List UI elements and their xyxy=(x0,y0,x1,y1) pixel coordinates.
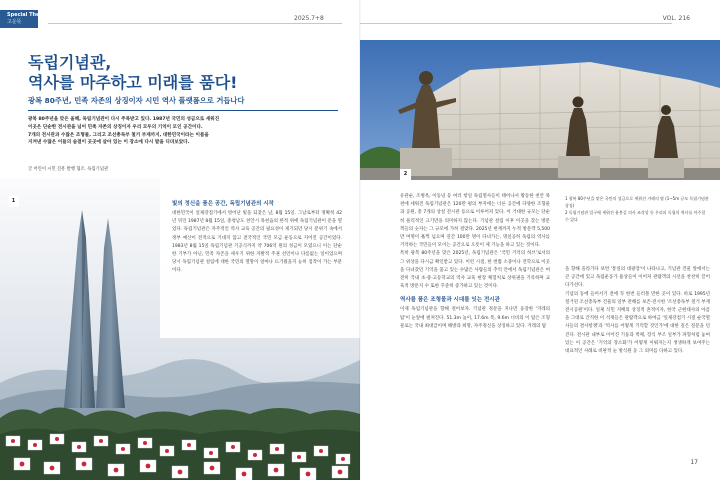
article-title: 독립기념관, 역사를 마주하고 미래를 품다! xyxy=(28,53,238,92)
author-credit: 글 어린이 시민 진흥 발행 협조. 독립기념관 xyxy=(28,167,109,172)
statues-photo-illustration xyxy=(360,40,720,180)
paragraph: 기념의 동에 들어서기 전에 꼭 한번 들러볼 만한 곳이 있다. 바로 1995년 철거된 조선총독부 건물의 일부 잔해를 보존·전시한 '조선총독부 철거 부재 전시공원'이다. 일제 식민 지배의 상징적 흔적이자, 한국 근현대사의 아픔을 그대로 간직한 이 석재들은 관람객으로 하여금 '일제강점기 시절 순국열사들의 결사항쟁'과 '역사를 어떻게 기억할 것인가'에 대한 깊은 질문을 던진다. 전시관 내부로 이어진 기둥과 벽체, 장식 부조 일부가 파형처럼 놓여 있는 이 공간은 '기억의 장소화'가 어떻게 이뤄지는지 생생하게 보여주는 대표적인 사례로 비판적 눈 방식원 동 그 의미를 다하고 있다. xyxy=(565,291,710,355)
header-divider-right xyxy=(360,23,672,24)
photo-number-2: 2 xyxy=(400,169,411,180)
special-theme-badge: Special Theme 고운뜻 xyxy=(0,10,38,28)
volume-number: VOL. 216 xyxy=(662,15,690,22)
article-subtitle: 광복 80주년, 민족 자존의 상징이자 시민 역사 플랫폼으로 거듭나다 xyxy=(28,96,245,105)
photo-statues xyxy=(360,40,720,180)
photo-caption-1: 1 광복 80주년을 맞은 국민의 성금으로 세워진 겨레의 탑 (1~5m 규모 독립기념관 상징) xyxy=(565,196,709,208)
article-lead: 광복 80주년을 맞은 올해, 독립기념관이 다시 주목받고 있다. 1987년 국민의 성금으로 세워진 이곳은 단순한 전시관을 넘어 민족 자존의 상징이자 우리 모두의 기억이 모인 공간이다. 7개의 전시관과 수많은 조형물, 그리고 조선총독부 철거 부재까지, 대한민국이라는 이름을 지켜낸 수많은 이들의 숨결이 곳곳에 살아 있는 이 장소에 다시 발을 디뎌보았다. xyxy=(28,117,220,146)
photo-captions xyxy=(565,195,710,223)
photo-number-1: 1 xyxy=(8,196,19,207)
page-number: 17 xyxy=(690,459,698,466)
paragraph: 유관순, 조병옥, 이동녕 등 여러 항일 독립열사들이 태어나서 활동한 천안 목천에 세워진 독립기념관은 120만 평의 부지에는 너른 공간에 다양한 조형물과 공원, 총 7개의 상설 전시관 등으로 이루어져 있다. 이 거대한 규모는 단순히 물리적인 크기만을 의미하지 않는다. 기념관 설립 이후 이곳을 찾는 방문객들의 숫자는 그 규모에 가히 걸맞다. 2025년 현재까지 누적 방문객 5,500만 여명이 훌쩍 넘으며 연간 100만 명이 다녀가는, 명실공히 독립의 역사를 기억하는 국민들이 모이는 공간으로 오롯이 제 기능을 하고 있는 것이다. xyxy=(400,194,550,249)
section-heading-monuments: 역사를 품은 조형물과 시대를 잇는 전시관 xyxy=(400,297,500,304)
left-article-column xyxy=(172,199,342,276)
issue-date: 2025.7+8 xyxy=(294,15,324,22)
right-article-column-1 xyxy=(400,193,550,331)
section-heading-origin: 빛의 정신을 품은 공간, 독립기념관의 시작 xyxy=(172,201,274,207)
header-divider xyxy=(48,23,342,24)
paragraph: 을 향해 올라가다 보면 '통일의 대광장'이 나타나고, 기념관 건물 앞에서는 큰 공간에 있고 독립운동가 흉상들이 이어져 관람객의 시선을 찬찬히 끌어 다가선다. xyxy=(565,267,710,289)
paragraph: 이제 독립기념관을 향해 걸어보자. 기념관 정문을 지나면 웅장한 '겨레의 탑'이 눈앞에 펼쳐진다. 51.3m 높이, 17.6m 폭, 9.6m 너비의 이 탑은 조형물로는 국내 최대급이며 해방과 희망, 자주정신을 상징하고 있다. 겨레의 탑 xyxy=(400,307,550,329)
photo-caption-2: 2 독립기념관 입구에 세워진 윤봉길 의사 조각상 등 우리의 독립의 역사를 마주할 수 있다 xyxy=(565,210,706,222)
right-article-column-2 xyxy=(565,266,710,356)
paragraph: 특히 광복 80주년을 맞은 2025년, 독립기념관은 '국민 기억의 허브'로서의 그 위상을 다시금 확인받고 있다. 이런 시점, 한 번쯤 소중이나 견학으로 이곳을 다녀갔던 기억을 품고 있는 수많은 사람들의 추억 안에서 독립기념관은 여전히 국내 초·중·고등학교의 역사 교육 현장 체험처로 상위권을 기록하며 교육적 방문지 수 또한 꾸준히 증가하고 있는 것이다. xyxy=(400,251,550,290)
right-page xyxy=(360,0,720,480)
paragraph: 대한민국이 일제강점기에서 벗어난 빛을 되찾은 날, 8월 15일. 그날로부터 정확히 42년 뒤인 1987년 8월 15일, 충청남도 천안시 목천읍의 한적 위에 독립기념관이 문을 열었다. 독립기념관은 자주적인 역사 교육 공간의 필요성이 제기되던 당시 분위기 속에서 정부 예산이 전적으로 기대지 않고 전국적인 국민 모금 운동으로 지어진 공간이었다. 1983년 8월 15일 독립기념관 기공식까지 약 706억 원의 성금이 모였으니 이는 단순한 기부가 아닌, 민족 자존을 세우기 위한 자발적 주권 선언이나 다름없는 일이었으며 당시 독립기념관 설립에 대한 국민의 열망이 얼마나 뜨거웠을지 능히 짐작이 가는 부분이다. xyxy=(172,211,342,274)
subtitle-divider xyxy=(28,110,338,111)
